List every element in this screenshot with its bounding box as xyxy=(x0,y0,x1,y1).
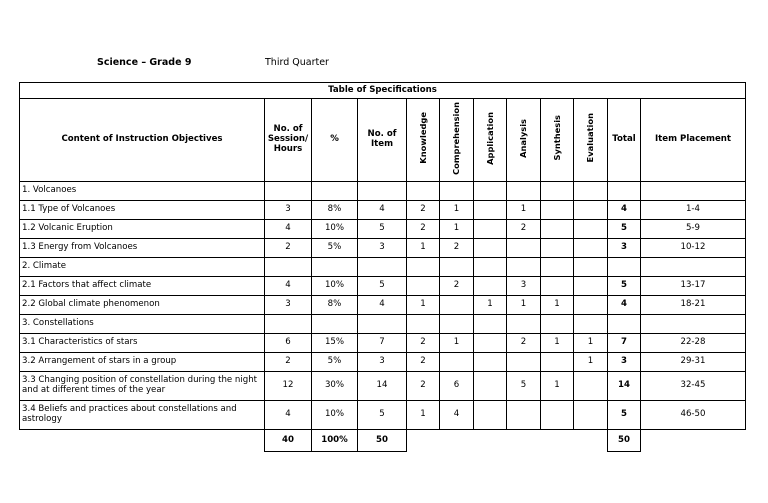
cell-placement: 5-9 xyxy=(641,220,746,239)
cell-content: 3.3 Changing position of constellation during the night and at different times of the year xyxy=(20,372,265,401)
cell-sessions: 2 xyxy=(265,353,312,372)
cell-knowledge: 2 xyxy=(407,334,440,353)
cell-analysis xyxy=(507,258,541,277)
cell-content: 3.2 Arrangement of stars in a group xyxy=(20,353,265,372)
cell-total: 4 xyxy=(608,201,641,220)
table-title: Table of Specifications xyxy=(20,83,746,99)
cell-evaluation: 1 xyxy=(574,353,608,372)
empty-cell xyxy=(541,430,574,452)
cell-analysis: 1 xyxy=(507,201,541,220)
cell-application xyxy=(474,372,507,401)
cell-sessions: 4 xyxy=(265,220,312,239)
table-row xyxy=(20,277,746,296)
cell-sessions: 3 xyxy=(265,296,312,315)
cell-placement: 32-45 xyxy=(641,372,746,401)
cell-total: 5 xyxy=(608,220,641,239)
cell-synthesis xyxy=(541,239,574,258)
cell-analysis xyxy=(507,239,541,258)
cell-sessions xyxy=(265,315,312,334)
header-placement: Item Placement xyxy=(641,99,746,182)
cell-percent: 5% xyxy=(312,353,358,372)
cell-evaluation: 1 xyxy=(574,334,608,353)
cell-analysis xyxy=(507,315,541,334)
cell-knowledge xyxy=(407,182,440,201)
cell-knowledge: 1 xyxy=(407,296,440,315)
header-percent: % xyxy=(312,99,358,182)
cell-analysis xyxy=(507,401,541,430)
cell-items: 4 xyxy=(358,201,407,220)
cell-percent: 5% xyxy=(312,239,358,258)
cell-application xyxy=(474,277,507,296)
cell-application xyxy=(474,315,507,334)
cell-placement xyxy=(641,182,746,201)
cell-evaluation xyxy=(574,277,608,296)
totals-row xyxy=(20,430,746,452)
cell-comprehension xyxy=(440,296,474,315)
cell-sessions: 6 xyxy=(265,334,312,353)
cell-total xyxy=(608,315,641,334)
cell-knowledge: 1 xyxy=(407,401,440,430)
cell-content: 3.1 Characteristics of stars xyxy=(20,334,265,353)
cell-items xyxy=(358,315,407,334)
header-comprehension: Comprehension xyxy=(440,99,474,182)
table-row xyxy=(20,220,746,239)
cell-evaluation xyxy=(574,201,608,220)
cell-synthesis xyxy=(541,220,574,239)
cell-placement xyxy=(641,315,746,334)
cell-content: 2.1 Factors that affect climate xyxy=(20,277,265,296)
cell-synthesis: 1 xyxy=(541,334,574,353)
cell-placement xyxy=(641,258,746,277)
cell-content: 3.4 Beliefs and practices about constellations and astrology xyxy=(20,401,265,430)
table-of-specifications xyxy=(19,82,746,452)
cell-percent xyxy=(312,315,358,334)
header-analysis: Analysis xyxy=(507,99,541,182)
header-sessions: No. of Session/ Hours xyxy=(265,99,312,182)
cell-comprehension: 2 xyxy=(440,277,474,296)
table-row xyxy=(20,315,746,334)
cell-evaluation xyxy=(574,296,608,315)
cell-items: 5 xyxy=(358,401,407,430)
table-row xyxy=(20,353,746,372)
cell-items xyxy=(358,182,407,201)
cell-evaluation xyxy=(574,372,608,401)
cell-percent: 8% xyxy=(312,296,358,315)
cell-analysis: 1 xyxy=(507,296,541,315)
cell-content: 1. Volcanoes xyxy=(20,182,265,201)
cell-items: 7 xyxy=(358,334,407,353)
header-synthesis: Synthesis xyxy=(541,99,574,182)
cell-items xyxy=(358,258,407,277)
cell-items: 14 xyxy=(358,372,407,401)
empty-cell xyxy=(641,430,746,452)
cell-evaluation xyxy=(574,220,608,239)
cell-analysis xyxy=(507,353,541,372)
cell-comprehension xyxy=(440,182,474,201)
cell-knowledge xyxy=(407,277,440,296)
cell-placement: 22-28 xyxy=(641,334,746,353)
cell-sessions: 3 xyxy=(265,201,312,220)
header-items: No. of Item xyxy=(358,99,407,182)
cell-evaluation xyxy=(574,315,608,334)
cell-total: 5 xyxy=(608,401,641,430)
cell-application xyxy=(474,220,507,239)
cell-percent: 8% xyxy=(312,201,358,220)
cell-sessions: 12 xyxy=(265,372,312,401)
cell-comprehension xyxy=(440,315,474,334)
empty-cell xyxy=(440,430,474,452)
cell-total: 5 xyxy=(608,277,641,296)
cell-application: 1 xyxy=(474,296,507,315)
empty-cell xyxy=(507,430,541,452)
cell-application xyxy=(474,258,507,277)
cell-placement: 18-21 xyxy=(641,296,746,315)
cell-analysis: 5 xyxy=(507,372,541,401)
cell-synthesis xyxy=(541,353,574,372)
table-row xyxy=(20,334,746,353)
cell-content: 2.2 Global climate phenomenon xyxy=(20,296,265,315)
total-percent: 100% xyxy=(312,430,358,452)
cell-comprehension: 4 xyxy=(440,401,474,430)
cell-knowledge xyxy=(407,315,440,334)
cell-placement: 46-50 xyxy=(641,401,746,430)
cell-percent: 10% xyxy=(312,277,358,296)
cell-percent xyxy=(312,182,358,201)
cell-total: 3 xyxy=(608,239,641,258)
table-row xyxy=(20,201,746,220)
total-sessions: 40 xyxy=(265,430,312,452)
cell-application xyxy=(474,334,507,353)
quarter-label: Third Quarter xyxy=(265,57,329,68)
cell-synthesis: 1 xyxy=(541,296,574,315)
header-evaluation: Evaluation xyxy=(574,99,608,182)
table-row xyxy=(20,401,746,430)
cell-sessions: 2 xyxy=(265,239,312,258)
cell-placement: 29-31 xyxy=(641,353,746,372)
cell-items: 4 xyxy=(358,296,407,315)
cell-comprehension xyxy=(440,258,474,277)
cell-sessions: 4 xyxy=(265,277,312,296)
empty-cell xyxy=(474,430,507,452)
subject-title: Science – Grade 9 xyxy=(97,57,192,68)
cell-analysis: 2 xyxy=(507,334,541,353)
total-items: 50 xyxy=(358,430,407,452)
table-row xyxy=(20,296,746,315)
cell-knowledge: 2 xyxy=(407,201,440,220)
cell-evaluation xyxy=(574,239,608,258)
cell-analysis: 2 xyxy=(507,220,541,239)
cell-content: 1.2 Volcanic Eruption xyxy=(20,220,265,239)
cell-placement: 10-12 xyxy=(641,239,746,258)
cell-sessions: 4 xyxy=(265,401,312,430)
cell-items: 5 xyxy=(358,277,407,296)
header-application: Application xyxy=(474,99,507,182)
cell-total: 14 xyxy=(608,372,641,401)
empty-cell xyxy=(20,430,265,452)
cell-synthesis xyxy=(541,315,574,334)
cell-synthesis xyxy=(541,258,574,277)
empty-cell xyxy=(407,430,440,452)
cell-total: 7 xyxy=(608,334,641,353)
cell-percent: 30% xyxy=(312,372,358,401)
cell-total xyxy=(608,258,641,277)
cell-percent: 15% xyxy=(312,334,358,353)
cell-total: 3 xyxy=(608,353,641,372)
cell-comprehension: 6 xyxy=(440,372,474,401)
cell-analysis xyxy=(507,182,541,201)
cell-percent: 10% xyxy=(312,401,358,430)
cell-total xyxy=(608,182,641,201)
cell-percent xyxy=(312,258,358,277)
cell-evaluation xyxy=(574,258,608,277)
cell-content: 1.1 Type of Volcanoes xyxy=(20,201,265,220)
cell-evaluation xyxy=(574,401,608,430)
total-total: 50 xyxy=(608,430,641,452)
cell-content: 2. Climate xyxy=(20,258,265,277)
cell-items: 3 xyxy=(358,239,407,258)
header-knowledge: Knowledge xyxy=(407,99,440,182)
cell-percent: 10% xyxy=(312,220,358,239)
cell-content: 3. Constellations xyxy=(20,315,265,334)
cell-application xyxy=(474,239,507,258)
cell-placement: 13-17 xyxy=(641,277,746,296)
cell-application xyxy=(474,201,507,220)
cell-knowledge: 2 xyxy=(407,372,440,401)
table-row xyxy=(20,372,746,401)
cell-placement: 1-4 xyxy=(641,201,746,220)
cell-content: 1.3 Energy from Volcanoes xyxy=(20,239,265,258)
cell-comprehension: 2 xyxy=(440,239,474,258)
cell-knowledge: 1 xyxy=(407,239,440,258)
cell-application xyxy=(474,182,507,201)
cell-comprehension: 1 xyxy=(440,201,474,220)
table-row xyxy=(20,239,746,258)
cell-comprehension xyxy=(440,353,474,372)
header-content: Content of Instruction Objectives xyxy=(20,99,265,182)
cell-application xyxy=(474,401,507,430)
cell-knowledge: 2 xyxy=(407,220,440,239)
cell-total: 4 xyxy=(608,296,641,315)
table-row xyxy=(20,258,746,277)
cell-comprehension: 1 xyxy=(440,220,474,239)
cell-comprehension: 1 xyxy=(440,334,474,353)
cell-knowledge xyxy=(407,258,440,277)
table-row xyxy=(20,182,746,201)
cell-items: 5 xyxy=(358,220,407,239)
cell-synthesis xyxy=(541,401,574,430)
cell-analysis: 3 xyxy=(507,277,541,296)
cell-synthesis xyxy=(541,182,574,201)
cell-knowledge: 2 xyxy=(407,353,440,372)
cell-sessions xyxy=(265,258,312,277)
header-total: Total xyxy=(608,99,641,182)
empty-cell xyxy=(574,430,608,452)
cell-synthesis: 1 xyxy=(541,372,574,401)
cell-synthesis xyxy=(541,201,574,220)
cell-sessions xyxy=(265,182,312,201)
cell-synthesis xyxy=(541,277,574,296)
cell-application xyxy=(474,353,507,372)
cell-evaluation xyxy=(574,182,608,201)
cell-items: 3 xyxy=(358,353,407,372)
